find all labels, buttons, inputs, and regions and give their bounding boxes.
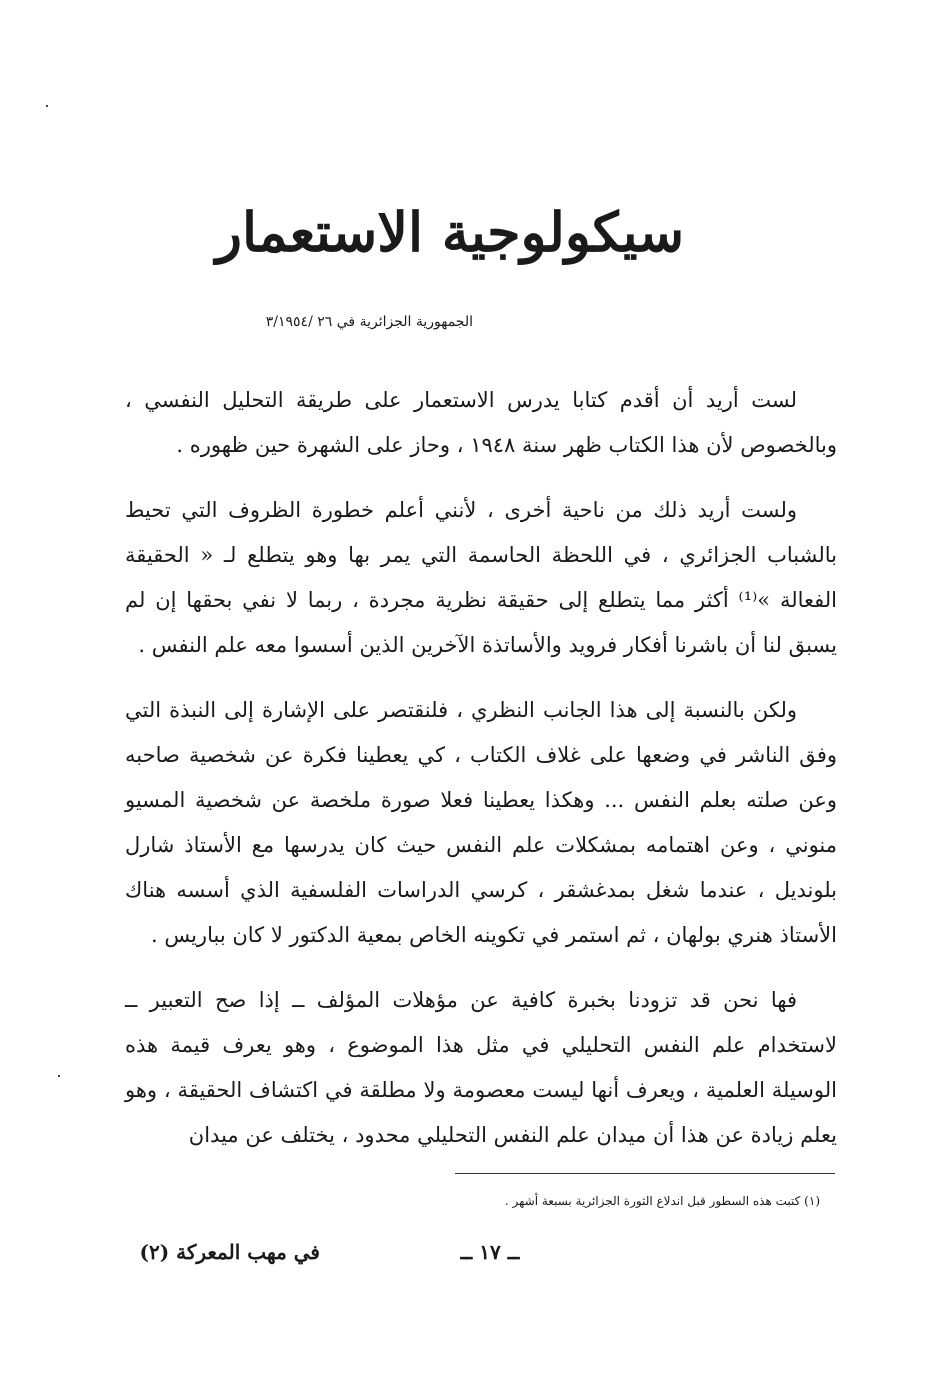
paragraph-3: ولكن بالنسبة إلى هذا الجانب النظري ، فلنقتصر على الإشارة إلى النبذة التي وفق الناشر في وضعها على غلاف الكتاب ، كي يعطينا فكرة عن شخصية صاحبه وعن صلته بعلم النفس ... وهكذا يعطينا فعلا صورة ملخصة عن شخصية المسيو منوني ، وعن اهتمامه بمشكلات علم النفس حيث كان يدرسها مع الأستاذ شارل بلونديل ، عندما شغل بمدغشقر ، كرسي الدراسات الفلسفية الذي أسسه هناك الأستاذ هنري بولهان ، ثم استمر في تكوينه الخاص بمعية الدكتور لا كان بباريس . [125,698,837,947]
margin-speck [58,1075,60,1077]
margin-speck [46,105,48,107]
paragraph-4: فها نحن قد تزودنا بخبرة كافية عن مؤهلات المؤلف ــ إذا صح التعبير ــ لاستخدام علم النفس التحليلي في مثل هذا الموضوع ، وهو يعرف قيمة هذه الوسيلة العلمية ، ويعرف أنها ليست معصومة ولا مطلقة في اكتشاف الحقيقة ، وهو يعلم زيادة عن هذا أن ميدان علم النفس التحليلي محدود ، يختلف عن ميدان [125,988,837,1147]
footnote-divider [455,1173,835,1174]
footnote: (١) كتبت هذه السطور قبل اندلاع الثورة الجزائرية بسبعة أشهر . [504,1194,820,1208]
book-signature: في مهب المعركة (٢) [139,1240,320,1264]
chapter-title: سيكولوجية الاستعمار [215,200,685,264]
body-text [125,378,837,1178]
paragraph-2: ولست أريد ذلك من ناحية أخرى ، لأنني أعلم خطورة الظروف التي تحيط بالشباب الجزائري ، في اللحظة الحاسمة التي يمر بها وهو يتطلع لـ « الحقيقة الفعالة »⁽¹⁾ أكثر مما يتطلع إلى حقيقة نظرية مجردة ، ربما لا نفي بحقها إن لم يسبق لنا أن باشرنا أفكار فرويد والأساتذة الآخرين الذين أسسوا معه علم النفس . [125,498,837,657]
chapter-source: الجمهورية الجزائرية في ٢٦ /٣/١٩٥٤ [265,314,473,330]
page-number: ــ ١٧ ــ [460,1240,520,1264]
paragraph-1: لست أريد أن أقدم كتابا يدرس الاستعمار على طريقة التحليل النفسي ، وبالخصوص لأن هذا الكتاب ظهر سنة ١٩٤٨ ، وحاز على الشهرة حين ظهوره . [125,388,837,457]
